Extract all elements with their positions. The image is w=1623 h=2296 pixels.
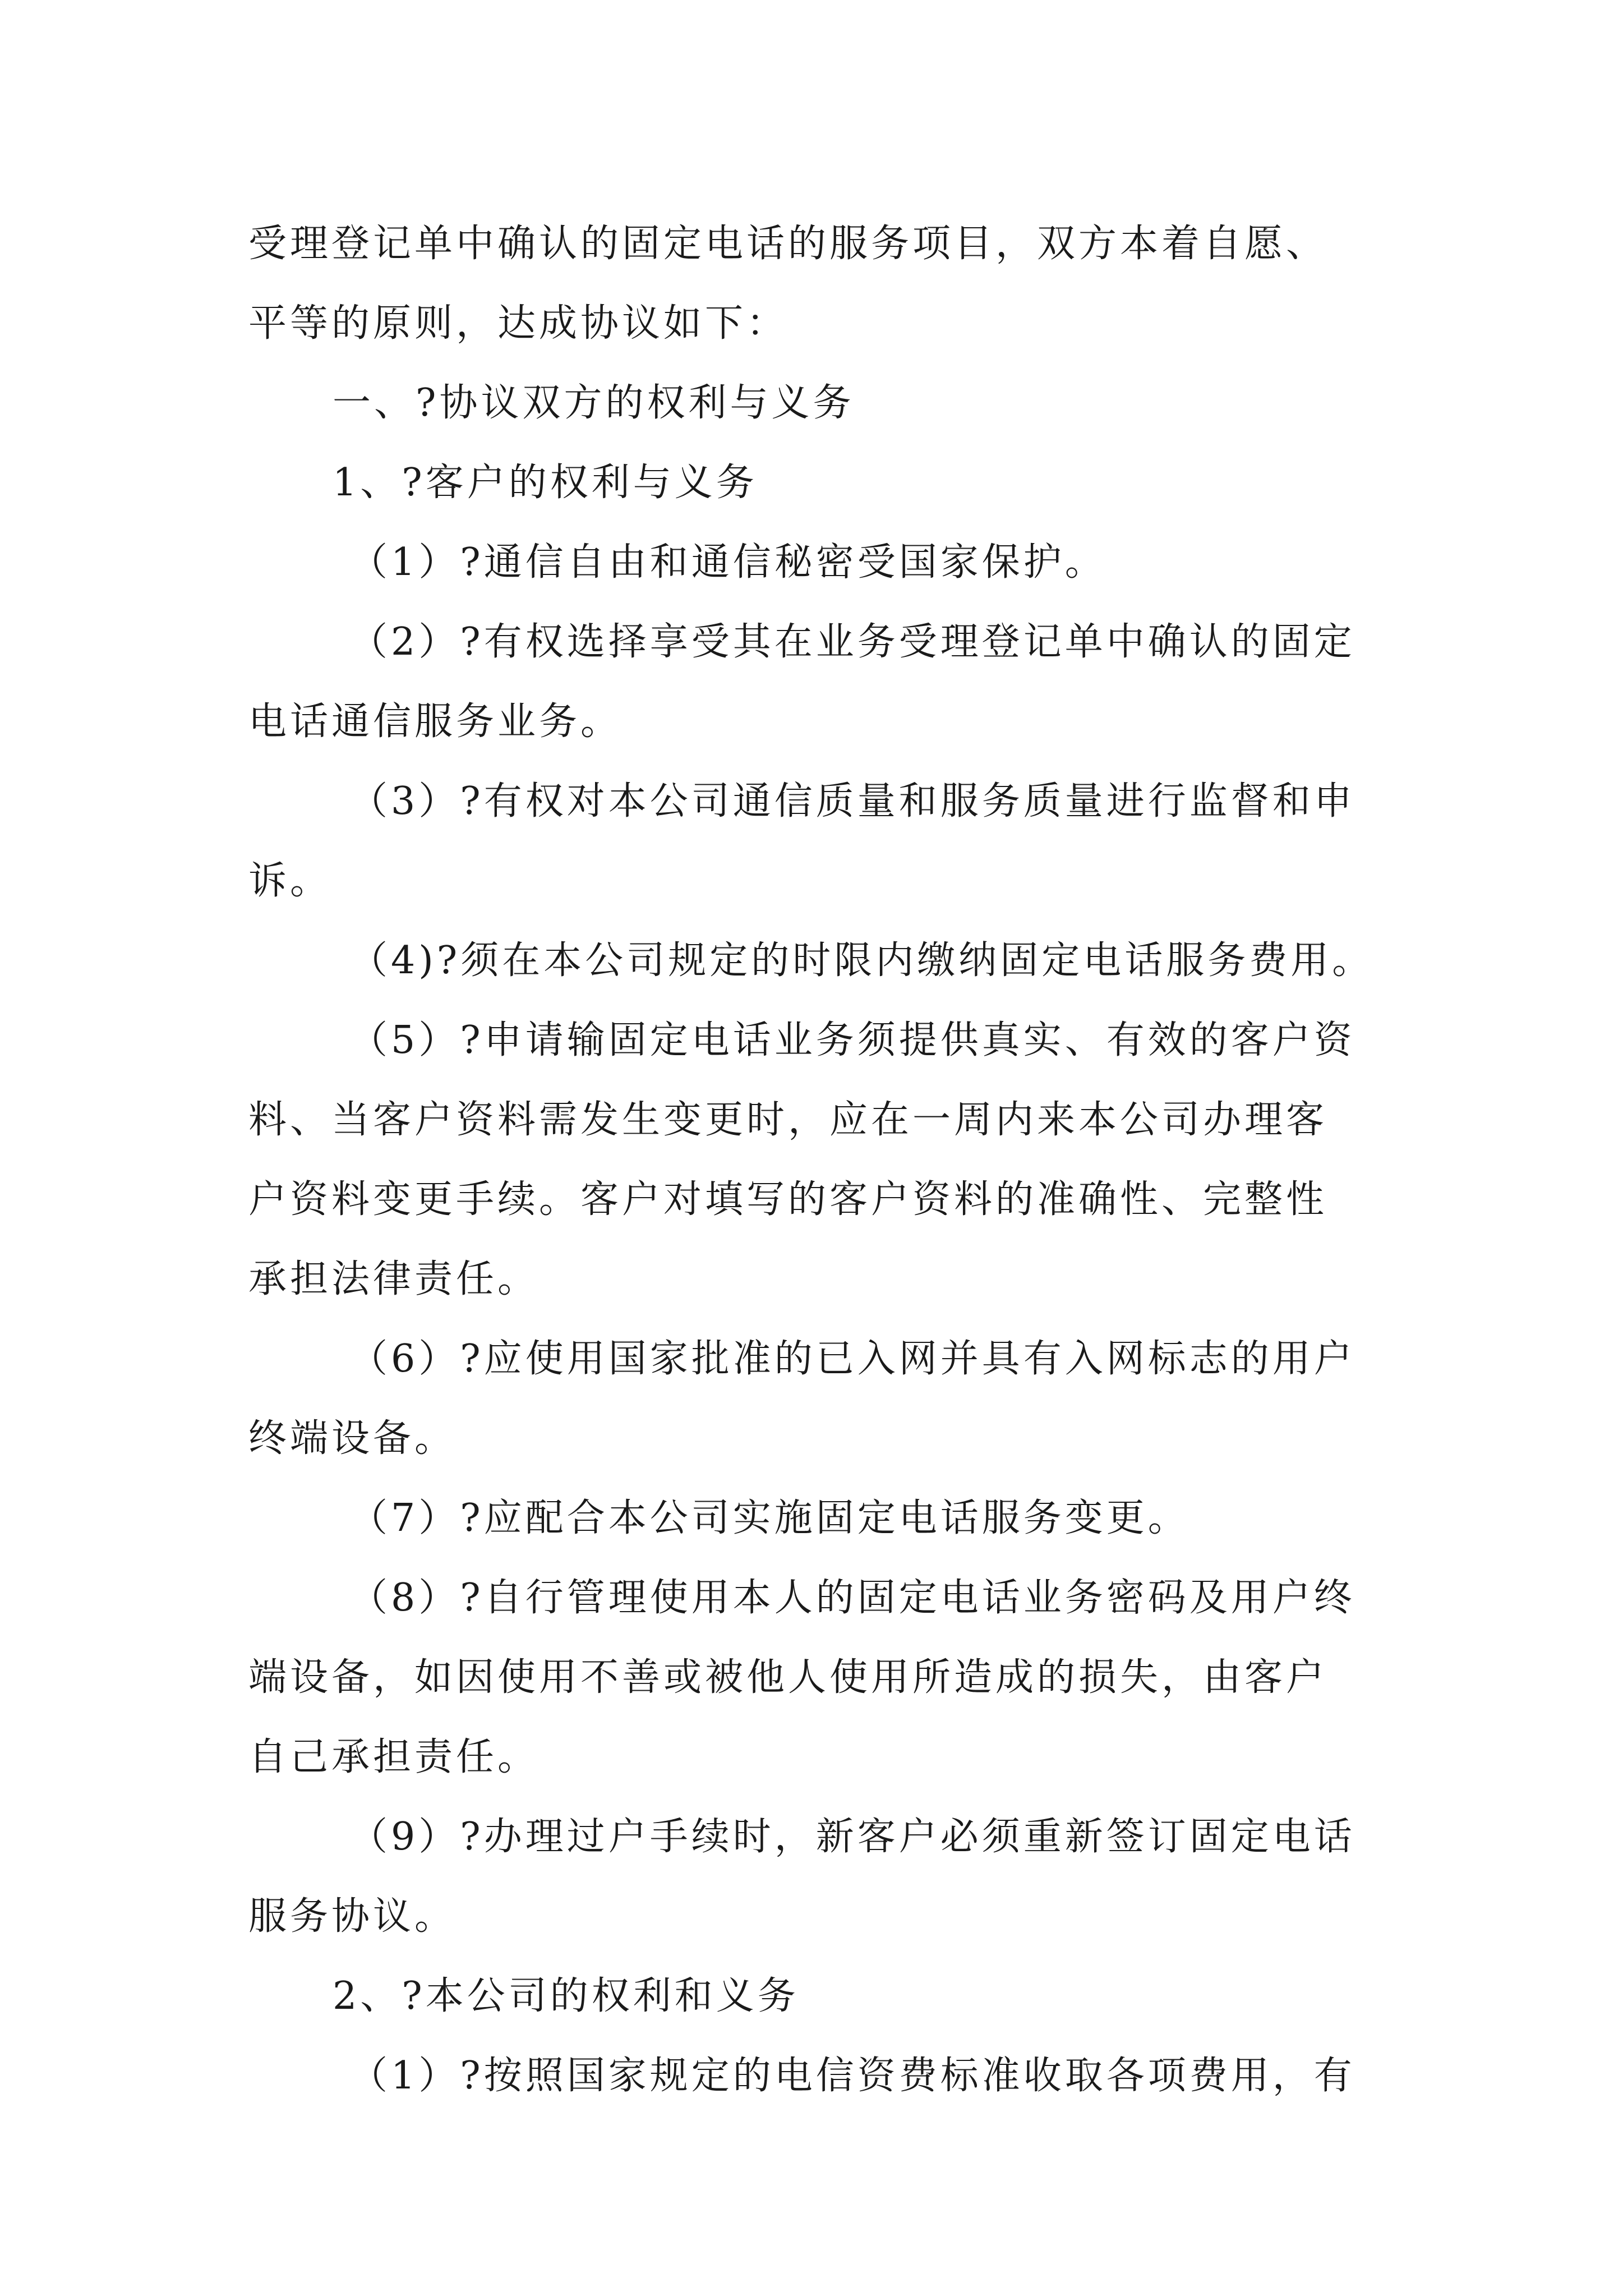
text-line: 服务协议。 [248, 1894, 457, 1939]
list-item: （2）?有权选择享受其在业务受理登记单中确认的固定 [349, 620, 1355, 664]
text-line: 端设备，如因使用不善或被他人使用所造成的损失，由客户 [248, 1655, 1328, 1700]
text-line: 电话通信服务业务。 [248, 700, 623, 744]
list-item: （8）?自行管理使用本人的固定电话业务密码及用户终 [349, 1576, 1355, 1620]
list-item: （5）?申请输固定电话业务须提供真实、有效的客户资 [349, 1018, 1355, 1062]
text-line: 承担法律责任。 [248, 1257, 540, 1301]
section-heading: 一、?协议双方的权利与义务 [333, 381, 855, 425]
subsection-heading: 1、?客户的权利与义务 [333, 461, 758, 505]
list-item: （1）?按照国家规定的电信资费标准收取各项费用，有 [349, 2054, 1355, 2098]
list-item: （3）?有权对本公司通信质量和服务质量进行监督和申 [349, 779, 1355, 823]
text-line: 户资料变更手续。客户对填写的客户资料的准确性、完整性 [248, 1177, 1328, 1222]
list-item: （4)?须在本公司规定的时限内缴纳固定电话服务费用。 [349, 938, 1374, 983]
text-line: 诉。 [248, 859, 332, 903]
list-item: （6）?应使用国家批准的已入网并具有入网标志的用户 [349, 1337, 1355, 1381]
document-body [248, 204, 1393, 2116]
text-line: 平等的原则，达成协议如下： [248, 301, 789, 346]
text-line: 终端设备。 [248, 1416, 457, 1461]
text-line: 自己承担责任。 [248, 1735, 540, 1779]
text-line: 料、当客户资料需发生变更时，应在一周内来本公司办理客 [248, 1098, 1328, 1142]
text-line: 受理登记单中确认的固定电话的服务项目，双方本着自愿、 [248, 222, 1328, 266]
list-item: （9）?办理过户手续时，新客户必须重新签订固定电话 [349, 1815, 1355, 1859]
list-item: （1）?通信自由和通信秘密受国家保护。 [349, 540, 1106, 585]
subsection-heading: 2、?本公司的权利和义务 [333, 1974, 799, 2018]
list-item: （7）?应配合本公司实施固定电话服务变更。 [349, 1496, 1189, 1540]
